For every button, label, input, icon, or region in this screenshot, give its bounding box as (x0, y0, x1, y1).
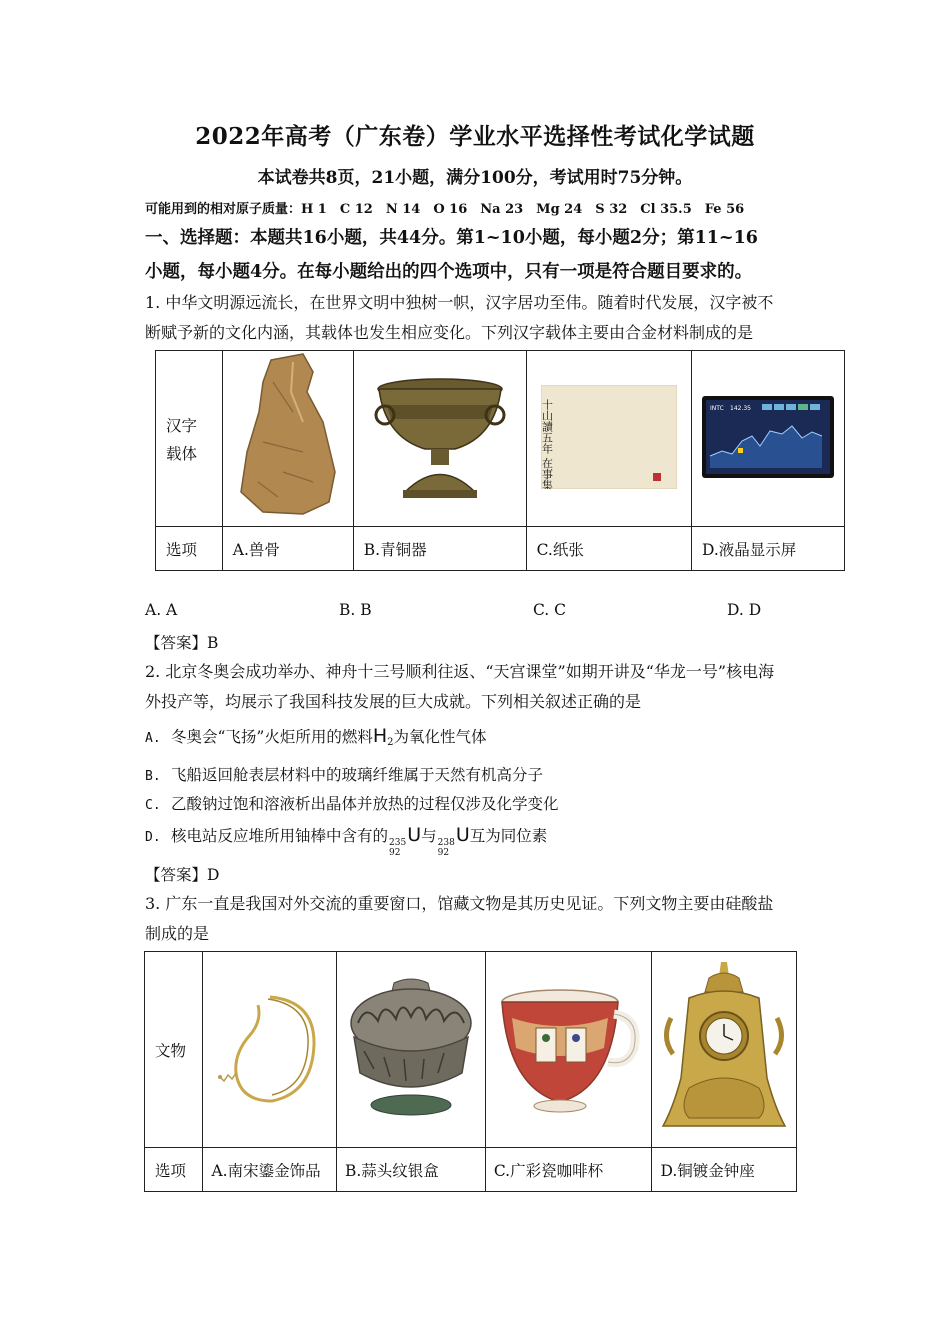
q3-image-porcelain-cup (485, 952, 652, 1148)
screen-ticker: INTC (709, 404, 724, 412)
formula-h-sub: 2 (387, 737, 394, 748)
section-heading-line1: 一、选择题：本题共16小题，共44分。第1~10小题，每小题2分；第11~16 (145, 228, 758, 248)
q2-stem-line1: 2. 北京冬奥会成功举办、神舟十三号顺利往返、“天宫课堂”如期开讲及“华龙一号”核电海 (145, 662, 775, 681)
isotope-238-number: 92 (437, 848, 450, 858)
q2-option-d (145, 824, 547, 858)
q1-option-d: D.液晶显示屏 (691, 527, 844, 571)
atomic-masses: 可能用到的相对原子质量：H 1 C 12 N 14 O 16 Na 23 Mg 24 S 32 Cl 35.5 Fe 56 (145, 202, 745, 217)
q2-answer: 【答案】D (145, 866, 220, 884)
gold-ornament-image (210, 983, 330, 1113)
q1-row1-header-line2: 载体 (166, 444, 198, 463)
q2-option-a-text: 冬奥会“飞扬”火炬所用的燃料 (171, 728, 373, 746)
q3-option-d: D.铜镀金钟座 (652, 1148, 797, 1192)
q2-option-d-letter: D. (145, 830, 161, 845)
page-subtitle: 本试卷共8页，21小题，满分100分，考试用时75分钟。 (257, 168, 693, 188)
q1-image-paper (526, 351, 691, 527)
q2-stem (145, 657, 815, 717)
q1-stem (145, 288, 815, 348)
calligraphy-text (541, 397, 554, 488)
q1-option-a: A.兽骨 (222, 527, 353, 571)
q1-row2-header: 选项 (156, 527, 223, 571)
isotope-238-mass: 238 (437, 838, 455, 848)
q1-image-bone (222, 351, 353, 527)
q1-image-bronze (353, 351, 526, 527)
q1-stem-line2: 断赋予新的文化内涵，其载体也发生相应变化。下列汉字载体主要由合金材料制成的是 (145, 323, 754, 342)
q1-row1-header-line1: 汉字 (166, 416, 198, 435)
q1-answer: 【答案】B (145, 634, 219, 652)
page-title: 2022年高考（广东卷）学业水平选择性考试化学试题 (195, 123, 755, 150)
oracle-bone-image (233, 352, 343, 522)
q3-stem-line1: 3. 广东一直是我国对外交流的重要窗口，馆藏文物是其历史见证。下列文物主要由硅酸盐 (145, 894, 774, 913)
q3-option-c: C.广彩瓷咖啡杯 (485, 1148, 652, 1192)
q2-option-d-mid: 与 (421, 827, 437, 845)
q2-option-a-letter: A. (145, 731, 161, 746)
q2-option-d-text: 核电站反应堆所用铀棒中含有的 (171, 827, 389, 845)
isotope-235-mass: 235 (389, 838, 407, 848)
q2-option-b (145, 763, 543, 785)
q1-choice-c: C. C (533, 601, 567, 619)
q2-option-c (145, 792, 559, 814)
q3-option-a: A.南宋鎏金饰品 (203, 1148, 336, 1192)
q3-option-b: B.蒜头纹银盒 (336, 1148, 485, 1192)
isotope-238 (438, 838, 455, 858)
q1-choice-d: D. D (727, 601, 762, 619)
bronze-vessel-image (365, 367, 515, 507)
q1-image-lcd (691, 351, 844, 527)
section-heading-line2: 小题，每小题4分。在每小题给出的四个选项中，只有一项是符合题目要求的。 (145, 262, 753, 282)
isotope-symbol-1: U (407, 824, 422, 846)
q1-option-c: C.纸张 (526, 527, 691, 571)
q1-choice-b: B. B (339, 601, 372, 619)
q2-option-b-letter: B. (145, 769, 161, 784)
q1-table (155, 350, 845, 571)
isotope-235-number: 92 (389, 848, 401, 858)
q1-choice-a: A. A (145, 601, 178, 619)
q2-option-c-text: 乙酸钠过饱和溶液析出晶体并放热的过程仅涉及化学变化 (171, 795, 559, 813)
q2-option-d-tail: 互为同位素 (469, 827, 548, 845)
q3-image-gold-ornament (203, 952, 336, 1148)
isotope-symbol-2: U (455, 824, 470, 846)
gilt-clock-image (659, 958, 789, 1138)
q2-stem-line2: 外投产等，均展示了我国科技发展的巨大成就。下列相关叙述正确的是 (145, 692, 642, 711)
silver-box-image (344, 973, 478, 1123)
q1-option-b: B.青铜器 (353, 527, 526, 571)
porcelain-cup-image (494, 978, 644, 1118)
q1-stem-line1: 1. 中华文明源远流长，在世界文明中独树一帜，汉字居功至伟。随着时代发展，汉字被不 (145, 293, 774, 312)
q2-option-b-text: 飞船返回舱表层材料中的玻璃纤维属于天然有机高分子 (171, 766, 544, 784)
q2-option-a-tail: 为氧化性气体 (393, 728, 487, 746)
q3-image-silver-box (336, 952, 485, 1148)
formula-h: H (372, 725, 388, 747)
q2-option-c-letter: C. (145, 798, 161, 813)
q3-table (144, 951, 797, 1192)
q2-option-a (145, 725, 487, 748)
lcd-screen-image (702, 396, 834, 478)
q3-stem-line2: 制成的是 (145, 924, 210, 943)
isotope-235 (389, 838, 406, 858)
q3-row1-header: 文物 (145, 952, 203, 1148)
q1-row1-header (156, 351, 223, 527)
calligraphy-paper-image (541, 385, 677, 489)
q3-image-clock (652, 952, 797, 1148)
q3-stem (145, 889, 815, 949)
screen-price: 142.35 (729, 404, 751, 412)
q3-row2-header: 选项 (145, 1148, 203, 1192)
